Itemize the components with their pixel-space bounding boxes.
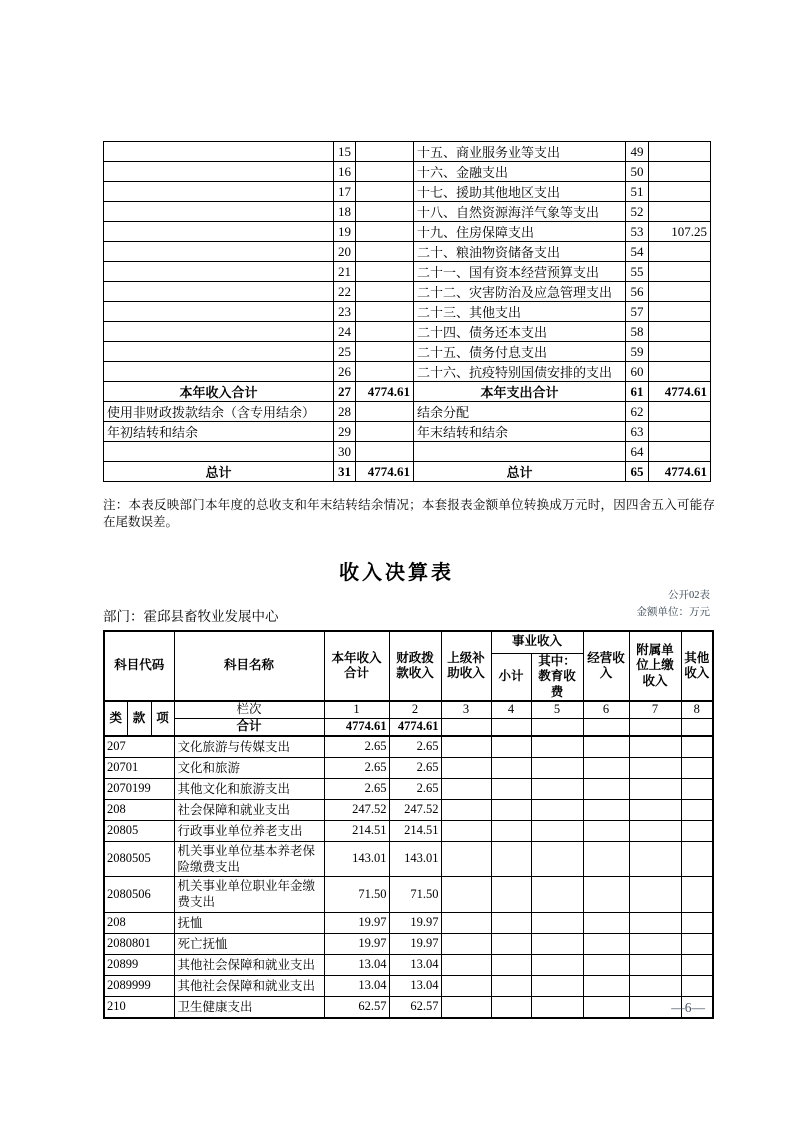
right-amount	[649, 282, 711, 302]
revenue-table-row	[104, 954, 713, 975]
right-item-name: 二十四、债务还本支出	[414, 322, 626, 342]
col-num: 7	[629, 701, 681, 718]
right-item-name: 本年支出合计	[414, 382, 626, 402]
subject-name: 死亡抚恤	[174, 933, 324, 954]
amount-cell: 62.57	[324, 996, 389, 1018]
header-subject-code: 科目代码	[104, 631, 174, 701]
right-item-name: 十九、住房保障支出	[414, 222, 626, 242]
left-row-number: 29	[334, 422, 356, 442]
amount-cell	[531, 975, 583, 996]
subject-name: 其他文化和旅游支出	[174, 778, 324, 799]
left-amount	[356, 422, 414, 442]
left-amount	[356, 142, 414, 162]
left-item-name: 本年收入合计	[104, 382, 334, 402]
left-row-number: 24	[334, 322, 356, 342]
amount-cell	[583, 975, 629, 996]
left-row-number: 16	[334, 162, 356, 182]
amount-cell	[441, 912, 491, 933]
left-item-name	[104, 302, 334, 322]
header-superior-subsidy: 上级补助收入	[441, 631, 491, 701]
revenue-table-row	[104, 736, 713, 758]
col-num: 1	[324, 701, 389, 718]
total-value: 4774.61	[324, 719, 389, 736]
amount-cell	[491, 820, 531, 841]
amount-cell: 19.97	[389, 912, 441, 933]
summary-table-row	[104, 242, 711, 262]
col-num: 5	[531, 701, 583, 718]
right-row-number: 49	[626, 142, 649, 162]
right-item-name: 二十二、灾害防治及应急管理支出	[414, 282, 626, 302]
left-row-number: 19	[334, 222, 356, 242]
right-item-name: 十八、自然资源海洋气象等支出	[414, 202, 626, 222]
subject-name: 行政事业单位养老支出	[174, 820, 324, 841]
table-meta	[637, 588, 711, 622]
amount-cell: 71.50	[389, 877, 441, 913]
right-item-name: 二十五、债务付息支出	[414, 342, 626, 362]
header-lanci: 栏次	[174, 701, 324, 718]
left-item-name	[104, 282, 334, 302]
left-item-name	[104, 262, 334, 282]
amount-cell: 247.52	[389, 799, 441, 820]
amount-cell	[583, 954, 629, 975]
subject-code: 20805	[104, 820, 174, 841]
right-amount	[649, 142, 711, 162]
subject-code: 20899	[104, 954, 174, 975]
summary-table-row	[104, 442, 711, 462]
amount-cell	[491, 954, 531, 975]
col-num: 8	[681, 701, 713, 718]
amount-cell	[491, 757, 531, 778]
header-operating-income: 经营收入	[583, 631, 629, 701]
right-item-name: 十五、商业服务业等支出	[414, 142, 626, 162]
amount-cell	[583, 799, 629, 820]
revenue-table-row	[104, 975, 713, 996]
left-row-number: 23	[334, 302, 356, 322]
amount-cell	[441, 799, 491, 820]
amount-cell	[629, 778, 681, 799]
left-amount	[356, 182, 414, 202]
left-item-name: 总计	[104, 462, 334, 482]
amount-cell	[531, 954, 583, 975]
right-item-name: 十七、援助其他地区支出	[414, 182, 626, 202]
left-amount	[356, 282, 414, 302]
left-row-number: 17	[334, 182, 356, 202]
total-value	[629, 719, 681, 736]
left-item-name	[104, 142, 334, 162]
left-row-number: 20	[334, 242, 356, 262]
left-amount	[356, 302, 414, 322]
right-row-number: 61	[626, 382, 649, 402]
amount-cell: 19.97	[324, 912, 389, 933]
amount-cell	[491, 799, 531, 820]
revenue-table-row	[104, 757, 713, 778]
amount-cell: 2.65	[324, 736, 389, 758]
right-row-number: 59	[626, 342, 649, 362]
subject-name: 社会保障和就业支出	[174, 799, 324, 820]
amount-cell	[681, 954, 713, 975]
left-row-number: 27	[334, 382, 356, 402]
summary-table-row	[104, 262, 711, 282]
amount-cell	[491, 996, 531, 1018]
total-value	[681, 719, 713, 736]
amount-cell	[441, 841, 491, 877]
summary-table-row	[104, 222, 711, 242]
right-row-number: 58	[626, 322, 649, 342]
right-item-name: 年末结转和结余	[414, 422, 626, 442]
summary-table-row	[104, 422, 711, 442]
right-row-number: 54	[626, 242, 649, 262]
subject-code: 2089999	[104, 975, 174, 996]
right-row-number: 64	[626, 442, 649, 462]
amount-cell	[531, 841, 583, 877]
subject-code: 207	[104, 736, 174, 758]
right-amount: 107.25	[649, 222, 711, 242]
right-row-number: 53	[626, 222, 649, 242]
revenue-table-row	[104, 996, 713, 1018]
amount-cell	[629, 820, 681, 841]
subject-name: 文化和旅游	[174, 757, 324, 778]
subject-code: 208	[104, 912, 174, 933]
summary-table-row	[104, 402, 711, 422]
right-row-number: 57	[626, 302, 649, 322]
amount-cell: 19.97	[324, 933, 389, 954]
col-num: 3	[441, 701, 491, 718]
amount-cell	[681, 877, 713, 913]
amount-cell	[681, 841, 713, 877]
right-item-name	[414, 442, 626, 462]
right-amount	[649, 302, 711, 322]
right-row-number: 56	[626, 282, 649, 302]
amount-cell	[441, 954, 491, 975]
subject-name: 机关事业单位基本养老保险缴费支出	[174, 841, 324, 877]
amount-cell: 2.65	[324, 778, 389, 799]
left-amount	[356, 262, 414, 282]
unit-label: 金额单位：万元	[636, 606, 710, 618]
total-label: 合计	[174, 719, 324, 736]
right-item-name: 十六、金融支出	[414, 162, 626, 182]
amount-cell: 2.65	[389, 736, 441, 758]
right-item-name: 二十三、其他支出	[414, 302, 626, 322]
amount-cell: 13.04	[324, 954, 389, 975]
amount-cell	[629, 912, 681, 933]
amount-cell: 13.04	[389, 975, 441, 996]
left-row-number: 25	[334, 342, 356, 362]
col-num: 2	[389, 701, 441, 718]
amount-cell	[629, 975, 681, 996]
right-row-number: 62	[626, 402, 649, 422]
summary-table-row	[104, 382, 711, 402]
amount-cell	[629, 799, 681, 820]
amount-cell	[531, 799, 583, 820]
col-num: 4	[491, 701, 531, 718]
amount-cell	[531, 996, 583, 1018]
left-row-number: 31	[334, 462, 356, 482]
header-section: 款	[127, 701, 151, 735]
right-row-number: 52	[626, 202, 649, 222]
left-amount	[356, 342, 414, 362]
amount-cell: 13.04	[324, 975, 389, 996]
amount-cell	[629, 954, 681, 975]
summary-table-row	[104, 142, 711, 162]
amount-cell	[531, 820, 583, 841]
total-value: 4774.61	[389, 719, 441, 736]
amount-cell: 71.50	[324, 877, 389, 913]
header-fiscal-income: 财政拨款收入	[389, 631, 441, 701]
right-row-number: 63	[626, 422, 649, 442]
amount-cell	[629, 757, 681, 778]
amount-cell	[531, 933, 583, 954]
table-note: 注：本表反映部门本年度的总收支和年末结转结余情况；本套报表金额单位转换成万元时，因四舍五入可能存在尾数误差。	[103, 497, 715, 529]
left-amount	[356, 162, 414, 182]
right-amount	[649, 402, 711, 422]
left-item-name	[104, 362, 334, 382]
subject-name: 卫生健康支出	[174, 996, 324, 1018]
summary-table-row	[104, 162, 711, 182]
amount-cell	[441, 975, 491, 996]
subject-code: 20701	[104, 757, 174, 778]
amount-cell	[491, 912, 531, 933]
right-item-name: 结余分配	[414, 402, 626, 422]
subject-name: 其他社会保障和就业支出	[174, 975, 324, 996]
amount-cell	[583, 736, 629, 758]
header-business-income: 事业收入	[491, 631, 583, 653]
left-amount	[356, 402, 414, 422]
right-row-number: 50	[626, 162, 649, 182]
revenue-table-row	[104, 933, 713, 954]
revenue-table-row	[104, 912, 713, 933]
revenue-table-row	[104, 877, 713, 913]
left-amount: 4774.61	[356, 462, 414, 482]
header-item: 项	[151, 701, 174, 735]
amount-cell	[531, 757, 583, 778]
left-row-number: 30	[334, 442, 356, 462]
header-other-income: 其他收入	[681, 631, 713, 701]
total-value	[531, 719, 583, 736]
left-amount	[356, 222, 414, 242]
right-row-number: 60	[626, 362, 649, 382]
header-edu-fee: 其中：教育收费	[531, 653, 583, 701]
subject-code: 2080505	[104, 841, 174, 877]
amount-cell	[681, 757, 713, 778]
left-item-name	[104, 242, 334, 262]
left-row-number: 18	[334, 202, 356, 222]
amount-cell: 2.65	[324, 757, 389, 778]
left-row-number: 22	[334, 282, 356, 302]
amount-cell	[441, 877, 491, 913]
summary-table-row	[104, 462, 711, 482]
revenue-table-row	[104, 820, 713, 841]
amount-cell: 143.01	[389, 841, 441, 877]
left-item-name	[104, 162, 334, 182]
right-amount: 4774.61	[649, 462, 711, 482]
page-title: 收入决算表	[339, 562, 454, 584]
revenue-table-row	[104, 799, 713, 820]
amount-cell	[583, 778, 629, 799]
amount-cell: 13.04	[389, 954, 441, 975]
amount-cell	[629, 933, 681, 954]
revenue-table-row	[104, 841, 713, 877]
summary-table-row	[104, 362, 711, 382]
right-row-number: 51	[626, 182, 649, 202]
amount-cell	[681, 799, 713, 820]
header-affiliated-income: 附属单位上缴收入	[629, 631, 681, 701]
left-item-name	[104, 322, 334, 342]
header-row-1	[104, 631, 713, 653]
amount-cell	[491, 975, 531, 996]
total-value	[583, 719, 629, 736]
subject-code: 208	[104, 799, 174, 820]
amount-cell	[531, 778, 583, 799]
amount-cell: 2.65	[389, 757, 441, 778]
amount-cell	[491, 736, 531, 758]
left-item-name	[104, 222, 334, 242]
subject-code: 2070199	[104, 778, 174, 799]
subject-name: 机关事业单位职业年金缴费支出	[174, 877, 324, 913]
amount-cell: 19.97	[389, 933, 441, 954]
amount-cell	[491, 778, 531, 799]
left-item-name	[104, 182, 334, 202]
right-amount: 4774.61	[649, 382, 711, 402]
header-subtotal: 小计	[491, 653, 531, 701]
summary-table-row	[104, 282, 711, 302]
right-amount	[649, 362, 711, 382]
left-item-name: 使用非财政拨款结余（含专用结余）	[104, 402, 334, 422]
amount-cell	[441, 996, 491, 1018]
left-amount	[356, 442, 414, 462]
amount-cell	[491, 877, 531, 913]
left-row-number: 26	[334, 362, 356, 382]
summary-table-row	[104, 182, 711, 202]
amount-cell	[531, 736, 583, 758]
col-num: 6	[583, 701, 629, 718]
amount-cell	[531, 877, 583, 913]
subject-name: 其他社会保障和就业支出	[174, 954, 324, 975]
department-label: 部门：霍邱县畜牧业发展中心	[103, 609, 279, 624]
page-number: —6—	[671, 1000, 705, 1015]
right-row-number: 65	[626, 462, 649, 482]
amount-cell	[681, 736, 713, 758]
amount-cell	[681, 778, 713, 799]
summary-table-row	[104, 302, 711, 322]
header-total-income: 本年收入合计	[324, 631, 389, 701]
subject-code: 210	[104, 996, 174, 1018]
right-amount	[649, 322, 711, 342]
left-row-number: 28	[334, 402, 356, 422]
summary-table-row	[104, 202, 711, 222]
subject-name: 抚恤	[174, 912, 324, 933]
amount-cell	[441, 820, 491, 841]
amount-cell: 247.52	[324, 799, 389, 820]
amount-cell	[531, 912, 583, 933]
amount-cell: 62.57	[389, 996, 441, 1018]
left-item-name	[104, 202, 334, 222]
header-subject-name: 科目名称	[174, 631, 324, 701]
right-amount	[649, 242, 711, 262]
left-amount	[356, 202, 414, 222]
header-row-total	[104, 719, 713, 736]
summary-table-row	[104, 342, 711, 362]
amount-cell	[583, 841, 629, 877]
revenue-table	[103, 630, 714, 1019]
right-amount	[649, 262, 711, 282]
amount-cell: 2.65	[389, 778, 441, 799]
amount-cell	[629, 736, 681, 758]
amount-cell	[441, 778, 491, 799]
form-number: 公开02表	[668, 590, 710, 601]
right-item-name: 二十六、抗疫特别国债安排的支出	[414, 362, 626, 382]
right-item-name: 总计	[414, 462, 626, 482]
subject-code: 2080506	[104, 877, 174, 913]
left-amount: 4774.61	[356, 382, 414, 402]
amount-cell: 214.51	[389, 820, 441, 841]
amount-cell	[681, 975, 713, 996]
right-amount	[649, 162, 711, 182]
amount-cell	[681, 912, 713, 933]
amount-cell	[583, 996, 629, 1018]
amount-cell	[441, 736, 491, 758]
amount-cell	[491, 933, 531, 954]
amount-cell: 214.51	[324, 820, 389, 841]
amount-cell	[491, 841, 531, 877]
summary-balance-table	[103, 141, 711, 482]
right-row-number: 55	[626, 262, 649, 282]
header-row-lanci	[104, 701, 713, 718]
left-row-number: 21	[334, 262, 356, 282]
amount-cell	[583, 933, 629, 954]
left-row-number: 15	[334, 142, 356, 162]
right-amount	[649, 442, 711, 462]
subject-name: 文化旅游与传媒支出	[174, 736, 324, 758]
amount-cell	[681, 820, 713, 841]
right-item-name: 二十、粮油物资储备支出	[414, 242, 626, 262]
total-value	[441, 719, 491, 736]
total-value	[491, 719, 531, 736]
amount-cell	[583, 757, 629, 778]
left-amount	[356, 242, 414, 262]
left-item-name: 年初结转和结余	[104, 422, 334, 442]
revenue-table-row	[104, 778, 713, 799]
amount-cell	[629, 841, 681, 877]
right-item-name: 二十一、国有资本经营预算支出	[414, 262, 626, 282]
amount-cell	[583, 912, 629, 933]
subject-code: 2080801	[104, 933, 174, 954]
amount-cell	[583, 820, 629, 841]
right-amount	[649, 422, 711, 442]
left-amount	[356, 322, 414, 342]
amount-cell	[681, 933, 713, 954]
amount-cell	[441, 757, 491, 778]
right-amount	[649, 182, 711, 202]
right-amount	[649, 342, 711, 362]
left-item-name	[104, 342, 334, 362]
amount-cell	[629, 877, 681, 913]
amount-cell: 143.01	[324, 841, 389, 877]
amount-cell	[583, 877, 629, 913]
amount-cell	[441, 933, 491, 954]
left-amount	[356, 362, 414, 382]
left-item-name	[104, 442, 334, 462]
right-amount	[649, 202, 711, 222]
summary-table-row	[104, 322, 711, 342]
header-class: 类	[104, 701, 127, 735]
